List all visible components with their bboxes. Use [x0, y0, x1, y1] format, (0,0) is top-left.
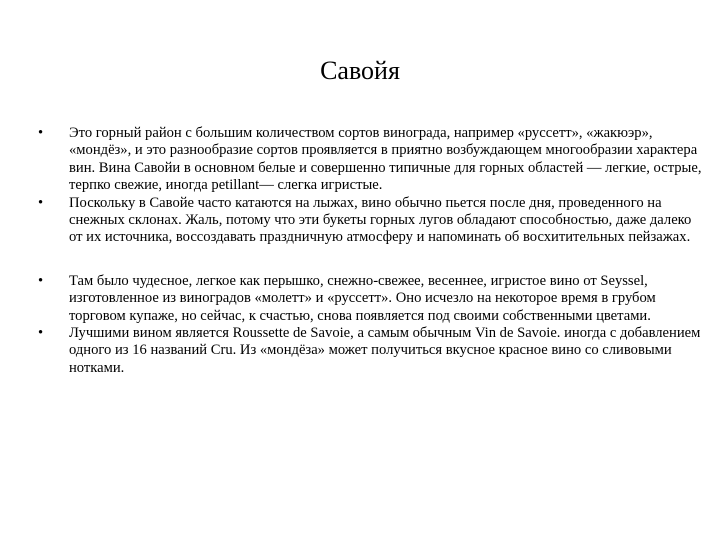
bullet-dot-icon: •: [38, 325, 44, 342]
bullet-text: Там было чудесное, легкое как перышко, снежно-свежее, весеннее, игристое вино от Seyssel, изготовленное из виноградов «молетт» и «руссетт». Оно исчезло на некоторое время в грубом торговом купаже, но сейчас, к счастью, снова появляется под своими собственными цветами.: [69, 272, 656, 324]
bullet-text: Лучшими вином является Roussette de Savoie, а самым обычным Vin de Savoie. иногда с добавлением одного из 16 названий Cru. Из «мондёза» может получиться вкусное красное вино со сливовыми нотками.: [69, 325, 701, 376]
bullet-dot-icon: •: [38, 272, 44, 289]
bullet-list: [38, 125, 703, 377]
slide-title: Савойя: [320, 56, 400, 85]
bullet-text: Поскольку в Савойе часто катаются на лыжах, вино обычно пьется после дня, проведенного на снежных склонах. Жаль, потому что эти букеты горных лугов обладают способностью, даже далеко от их источника, воссоздавать праздничную атмосферу и напоминать об восхитительных пейзажах.: [69, 194, 692, 246]
bullet-item: [38, 195, 703, 247]
bullet-item: [38, 125, 703, 195]
bullet-text: Это горный район с большим количеством сортов винограда, например «руссетт», «жакюэр», «мондёз», и это разнообразие сортов проявляется в приятно возбуждающем многообразии характера вин. Вина Савойи в основном белые и совершенно типичные для горных областей — легкие, острые, терпко свежие, иногда petillant— слегка игристые.: [69, 125, 702, 194]
bullet-item: [38, 273, 703, 325]
bullet-dot-icon: •: [38, 194, 44, 211]
bullet-dot-icon: •: [38, 125, 44, 141]
bullet-item: [38, 325, 703, 377]
